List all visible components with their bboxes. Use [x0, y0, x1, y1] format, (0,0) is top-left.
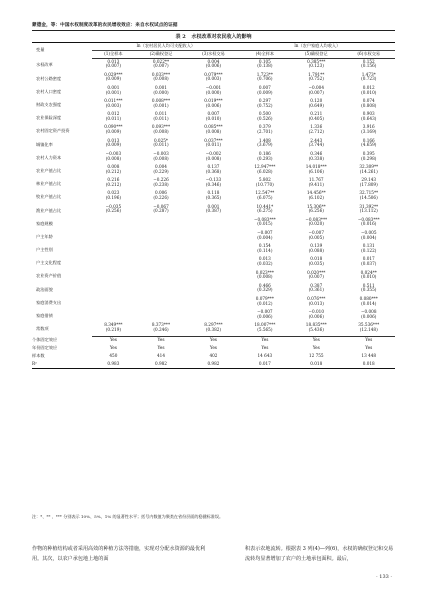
row-variable: 林业产值占比 [36, 181, 62, 187]
coefficient-cell: −0.007 [308, 229, 324, 235]
std-error-cell: (0.007) [308, 89, 324, 95]
std-error-cell: (0.368) [205, 168, 222, 174]
coefficient-cell: 0.131 [362, 243, 375, 249]
std-error-cell: (0.298) [361, 155, 377, 161]
regression-table [32, 42, 395, 369]
std-error-cell: (0.016) [361, 221, 377, 227]
std-error-cell [135, 288, 187, 296]
coefficient-cell: 0.379 [258, 124, 271, 130]
std-error-cell: (0.011) [153, 115, 169, 121]
std-error-cell: (3.744) [308, 142, 324, 148]
std-error-cell [187, 302, 239, 310]
coefficient-cell: 0.466 [258, 282, 271, 288]
row-variable: 农村人力资本 [36, 154, 62, 160]
std-error-cell [135, 249, 187, 257]
row-variable: 政治面貌 [36, 286, 53, 292]
std-error-cell: (0.001) [105, 89, 122, 95]
std-error-cell: (0.011) [105, 115, 122, 121]
std-error-cell: (0.037) [361, 261, 377, 267]
row-variable: 家庭消费支出 [36, 299, 62, 305]
coefficient-cell: 0.001 [154, 84, 167, 90]
std-error-cell: (0.808) [361, 102, 377, 108]
std-error-cell: (0.009) [105, 129, 122, 135]
coefficient-cell: 0.511 [362, 282, 375, 288]
std-error-cell: (0.006) [257, 313, 273, 319]
row-variable: 水权改革 [36, 62, 53, 68]
coefficient-cell: 1.336 [310, 124, 323, 130]
coefficient-cell: 0.023*** [255, 269, 274, 275]
std-error-cell: (0.008) [205, 155, 222, 161]
stat-cell: Yes [312, 337, 320, 343]
std-error-cell: (6.256) [308, 208, 324, 214]
coefficient-cell: 11.767 [308, 177, 324, 183]
std-error-cell: (0.000) [205, 89, 222, 95]
coefficient-cell: 0.346 [310, 150, 323, 156]
coefficient-cell: 0.012 [362, 84, 375, 90]
coefficient-cell: 0.023 [107, 190, 120, 196]
std-error-cell: (0.723) [361, 76, 377, 82]
std-error-cell: (0.329) [257, 287, 273, 293]
row-variable: 农业产值占比 [36, 167, 62, 173]
coefficient-cell: 5.802 [258, 177, 271, 183]
std-error-cell [187, 249, 239, 257]
std-error-cell: (0.219) [92, 328, 135, 336]
running-header: 蒙德金，等：中国水权制度改革的农民增收效应：来自水权试点的证据 [32, 23, 178, 28]
coefficient-cell: −0.005 [360, 229, 377, 235]
stat-cell: Yes [109, 337, 117, 343]
table-row [32, 345, 395, 353]
stat-cell: 450 [109, 352, 118, 358]
std-error-cell: (0.138) [257, 63, 273, 69]
coefficient-cell: −0.226 [153, 177, 169, 183]
coefficient-cell: 15.306** [306, 203, 326, 209]
std-error-cell: (6.102) [308, 195, 324, 201]
coefficient-cell: 1.408 [258, 137, 271, 143]
std-error-cell [92, 222, 135, 230]
row-variable: 户主年龄 [36, 233, 53, 239]
coefficient-cell: −0.035 [105, 203, 122, 209]
std-error-cell: (0.014) [361, 300, 377, 306]
row-variable: 家庭借债 [36, 313, 53, 318]
std-error-cell: (0.088) [308, 247, 324, 253]
stat-cell: 13 448 [361, 352, 377, 358]
std-error-cell: (6.106) [308, 168, 324, 174]
std-error-cell: (0.008) [153, 76, 169, 82]
row-variable: 家庭规模 [36, 220, 53, 226]
std-error-cell: (0.008) [153, 155, 169, 161]
coefficient-cell: 0.385*** [307, 58, 326, 64]
std-error-cell: (3.169) [361, 129, 377, 135]
stat-cell: Yes [157, 345, 165, 351]
table-row [32, 352, 395, 360]
std-error-cell: (0.752) [257, 102, 273, 108]
coefficient-cell: −0.083*** [253, 216, 276, 222]
std-error-cell: (3.679) [257, 142, 273, 148]
coefficient-cell: −0.001 [205, 84, 222, 90]
stat-cell: 0.983 [92, 360, 135, 368]
row-variable: 个体固定效应 [32, 337, 58, 343]
std-error-cell: (0.338) [308, 155, 324, 161]
coefficient-cell: −0.002 [205, 150, 222, 156]
stat-cell: 0.018 [342, 360, 395, 368]
std-error-cell: (5.436) [290, 328, 342, 336]
std-error-cell: (10.770) [255, 181, 274, 187]
coefficient-cell: 0.037*** [204, 137, 223, 143]
coefficient-cell: −0.010 [308, 309, 324, 315]
stat-cell: 14 643 [257, 352, 273, 358]
std-error-cell: (0.196) [105, 195, 122, 201]
coefficient-cell: 0.025* [153, 137, 169, 143]
stat-cell: 0.017 [240, 360, 290, 368]
std-error-cell: (0.405) [308, 115, 324, 121]
std-error-cell [187, 275, 239, 283]
coefficient-cell: 0.120 [310, 98, 323, 104]
std-error-cell: (0.752) [308, 76, 324, 82]
coefficient-cell: 0.166 [362, 137, 375, 143]
std-error-cell: (0.287) [153, 208, 169, 214]
std-error-cell: (0.355) [361, 287, 377, 293]
header-rule [32, 30, 395, 31]
std-error-cell: (6.275) [257, 208, 273, 214]
column-header: (1)全样本 [92, 50, 135, 58]
stat-cell: Yes [261, 345, 269, 351]
var-header: 变量 [32, 43, 92, 59]
coefficient-cell: 32.309** [359, 164, 379, 169]
std-error-cell: (4.659) [361, 142, 377, 148]
std-error-cell: (0.006) [205, 102, 222, 108]
coefficient-cell: −0.003 [105, 150, 122, 156]
std-error-cell: (0.226) [153, 195, 169, 201]
coefficient-cell: −0.007 [257, 229, 273, 235]
coefficient-cell: −0.003 [153, 150, 169, 156]
coefficient-cell: 0.017 [362, 256, 375, 262]
std-error-cell: (0.005) [308, 234, 324, 240]
std-error-cell: (0.004) [361, 234, 377, 240]
body-text-left: 作物的种植结构或者采用高效的种植方法等措施，实现对分配水资源的最优利用。其次，以农户承包地上地的面 [32, 546, 206, 562]
coefficient-cell: −0.007 [257, 309, 273, 315]
std-error-cell: (0.114) [257, 247, 273, 253]
coefficient-cell: 3.916 [362, 124, 375, 130]
row-variable: 常数项 [36, 326, 49, 332]
coefficient-cell: 0.004 [207, 58, 220, 64]
coefficient-cell: 0.008 [107, 164, 120, 169]
coefficient-cell: 0.013 [107, 58, 120, 64]
std-error-cell: (0.000) [153, 89, 169, 95]
std-error-cell [187, 222, 239, 230]
coefficient-cell: 0.152 [362, 58, 375, 64]
coefficient-cell: 12.547** [255, 190, 275, 196]
coefficient-cell: 0.105 [258, 58, 271, 64]
stat-cell: 402 [209, 352, 218, 358]
table-row [32, 360, 395, 368]
column-header: (6)水权交易 [342, 50, 395, 58]
std-error-cell: (0.011) [205, 142, 222, 148]
coefficient-cell: 1.473* [361, 71, 376, 77]
std-error-cell [92, 262, 135, 270]
std-error-cell: (0.010) [361, 89, 377, 95]
std-error-cell: (0.032) [257, 261, 273, 267]
row-variable: 农村固定资产投资 [36, 128, 70, 134]
std-error-cell: (0.009) [257, 89, 273, 95]
stat-cell: 0.982 [135, 360, 187, 368]
coefficient-cell: 0.011 [154, 111, 167, 117]
std-error-cell: (0.365) [205, 195, 222, 201]
std-error-cell: (0.001) [153, 102, 169, 108]
std-error-cell: (0.382) [187, 328, 239, 336]
coefficient-cell: 1.791** [308, 71, 325, 77]
coefficient-cell: 0.007 [207, 111, 220, 117]
table-caption: 水权改革对农民收入的影响 [191, 34, 252, 40]
coefficient-cell: 0.186 [258, 150, 271, 156]
std-error-cell: (0.007) [308, 274, 324, 280]
std-error-cell: (0.004) [257, 234, 273, 240]
column-header: (2)确权登记 [135, 50, 187, 58]
coefficient-cell: 0.029*** [104, 71, 123, 77]
coefficient-cell: 0.019*** [204, 98, 223, 104]
coefficient-cell: −0.133 [205, 177, 222, 183]
row-variable: 农业保险深度 [36, 115, 62, 121]
row-variable: 城镇化率 [36, 141, 53, 147]
std-error-cell [187, 288, 239, 296]
stat-cell: Yes [261, 337, 269, 343]
coefficient-cell: 0.903 [362, 111, 375, 117]
std-error-cell: (0.035) [308, 261, 324, 267]
coefficient-cell: −0.083*** [305, 216, 328, 222]
coefficient-cell: 0.022** [152, 58, 170, 64]
row-variable: 农村公路密度 [36, 75, 62, 81]
std-error-cell: (0.006) [308, 313, 324, 319]
stat-cell: Yes [209, 345, 217, 351]
std-error-cell [135, 302, 187, 310]
coefficient-cell: 0.211 [310, 111, 323, 117]
group-header-b: ln（农户家庭人均收入） [240, 43, 395, 51]
table-label: 表 2 [175, 34, 186, 40]
coefficient-cell: 0.076*** [307, 295, 326, 301]
std-error-cell [92, 302, 135, 310]
std-error-cell: (0.643) [361, 115, 377, 121]
row-variable: 样本数 [32, 352, 45, 358]
std-error-cell: (0.006) [205, 63, 222, 69]
coefficient-cell: 0.080*** [359, 295, 378, 301]
coefficient-cell: 0.387 [310, 282, 323, 288]
std-error-cell: (9.411) [308, 181, 324, 187]
coefficient-cell: 0.008*** [151, 98, 171, 104]
std-error-cell: (17.809) [359, 181, 378, 187]
row-variable: 农业资产价值 [36, 273, 62, 279]
coefficient-cell: 32.715** [359, 190, 379, 196]
std-error-cell: (0.229) [153, 168, 169, 174]
coefficient-cell: 14.018*** [305, 164, 327, 169]
std-error-cell: (0.010) [361, 274, 377, 280]
std-error-cell: (2.712) [308, 129, 324, 135]
std-error-cell [187, 236, 239, 244]
std-error-cell: (13.112) [359, 208, 378, 214]
std-error-cell [92, 275, 135, 283]
std-error-cell: (0.526) [257, 115, 273, 121]
std-error-cell: (2.701) [257, 129, 273, 135]
row-variable: 户主文化程度 [36, 260, 62, 266]
std-error-cell: (6.075) [257, 195, 273, 201]
coefficient-cell: 0.500 [258, 111, 271, 117]
coefficient-cell: 0.216 [107, 177, 120, 183]
std-error-cell: (0.006) [361, 313, 377, 319]
stat-cell: 12 755 [308, 352, 324, 358]
stat-cell: 0.982 [187, 360, 239, 368]
coefficient-cell: 0.011*** [104, 98, 123, 104]
std-error-cell [187, 262, 239, 270]
stat-cell: Yes [365, 337, 373, 343]
std-error-cell: (0.015) [257, 221, 273, 227]
std-error-cell: (0.020) [308, 221, 324, 227]
stat-cell: Yes [109, 345, 117, 351]
std-error-cell: (0.009) [105, 142, 122, 148]
std-error-cell: (0.387) [205, 208, 222, 214]
coefficient-cell: 0.074 [362, 98, 375, 104]
coefficient-cell: 0.297 [258, 98, 271, 104]
coefficient-cell: 31.392** [359, 203, 379, 209]
column-header: (4)全样本 [240, 50, 290, 58]
std-error-cell: (0.212) [105, 181, 122, 187]
coefficient-cell: 0.007 [258, 84, 271, 90]
stat-cell: Yes [365, 345, 373, 351]
coefficient-cell: 8.373*** [151, 322, 171, 328]
std-error-cell: (0.706) [257, 76, 273, 82]
coefficient-cell: 0.079*** [204, 71, 223, 77]
coefficient-cell: 0.395 [362, 150, 375, 156]
coefficient-cell: 1.723** [256, 71, 273, 77]
std-error-cell: (0.361) [308, 287, 324, 293]
coefficient-cell: 0.006 [154, 190, 167, 196]
coefficient-cell: 0.018 [310, 256, 323, 262]
coefficient-cell: 0.013 [258, 256, 271, 262]
coefficient-cell: 35.536*** [358, 322, 380, 328]
coefficient-cell: 0.090*** [104, 124, 123, 130]
std-error-cell: (0.256) [105, 208, 122, 214]
std-error-cell: (0.003) [205, 76, 222, 82]
coefficient-cell: 0.033*** [151, 71, 171, 77]
std-error-cell: (0.011) [153, 142, 169, 148]
coefficient-cell: 0.013 [107, 137, 120, 143]
std-error-cell: (0.246) [135, 328, 187, 336]
coefficient-cell: 0.093*** [151, 124, 171, 130]
group-header-a: ln（农村居民人均可支配收入） [92, 43, 240, 51]
std-error-cell: (0.122) [361, 247, 377, 253]
coefficient-cell: −0.008 [360, 309, 377, 315]
std-error-cell: (0.007) [105, 63, 122, 69]
std-error-cell: (0.010) [205, 115, 222, 121]
std-error-cell: (0.212) [105, 168, 122, 174]
page-number: · 133 · [376, 574, 392, 580]
std-error-cell: (0.293) [257, 155, 273, 161]
coefficient-cell: 18.835*** [305, 322, 327, 328]
std-error-cell: (0.649) [308, 102, 324, 108]
table-note: 注：*、** 、*** 分别表示 10%、5%、1% 的显著性水平；括号内数值为聚类在省份层面的稳健标准误。 [32, 514, 224, 519]
row-variable: 财政支农强度 [36, 102, 62, 107]
coefficient-cell: 0.012 [107, 111, 120, 117]
coefficient-cell: 8.297*** [204, 322, 223, 328]
coefficient-cell: 0.154 [258, 243, 271, 249]
coefficient-cell: −0.067 [153, 203, 169, 209]
coefficient-cell: −0.083*** [357, 216, 380, 222]
coefficient-cell: 0.001 [107, 84, 120, 90]
coefficient-cell: 8.349*** [104, 322, 123, 328]
coefficient-cell: 0.139 [310, 243, 323, 249]
table-row [32, 336, 395, 344]
std-error-cell: (0.008) [153, 129, 169, 135]
coefficient-cell: 18.007*** [254, 322, 276, 328]
coefficient-cell: 14.456** [306, 190, 326, 196]
std-error-cell: (0.013) [308, 300, 324, 306]
std-error-cell [135, 236, 187, 244]
stat-cell: Yes [157, 337, 165, 343]
coefficient-cell: 0.004 [154, 164, 167, 169]
coefficient-cell: 0.137 [207, 164, 220, 169]
std-error-cell: (0.123) [308, 63, 324, 69]
column-header: (5)确权登记 [290, 50, 342, 58]
std-error-cell: (0.007) [153, 63, 169, 69]
stat-cell: Yes [209, 337, 217, 343]
row-variable: R² [32, 360, 92, 368]
std-error-cell: (14.261) [359, 168, 378, 174]
std-error-cell: (0.238) [153, 181, 169, 187]
row-variable: 渔业产值占比 [36, 207, 62, 213]
std-error-cell [135, 275, 187, 283]
row-variable: 牧业产值占比 [36, 194, 62, 200]
std-error-cell: (0.003) [105, 102, 122, 108]
stat-cell: 414 [156, 352, 165, 358]
column-header: (3)水权交易 [187, 50, 239, 58]
coefficient-cell: −0.004 [308, 84, 324, 90]
std-error-cell: (0.008) [105, 155, 122, 161]
coefficient-cell: 0.085*** [204, 124, 223, 130]
coefficient-cell: 0.024** [360, 269, 377, 275]
std-error-cell: (0.156) [361, 63, 377, 69]
std-error-cell: (0.012) [257, 300, 273, 306]
std-error-cell: (0.008) [205, 129, 222, 135]
coefficient-cell: 29.143 [361, 177, 377, 183]
std-error-cell [92, 236, 135, 244]
std-error-cell: (0.008) [257, 274, 273, 280]
coefficient-cell: 12.947*** [254, 164, 276, 169]
row-variable: 农村人口密度 [36, 88, 62, 94]
table-title [0, 33, 427, 40]
coefficient-cell: 0.079*** [255, 295, 274, 301]
stat-cell: Yes [312, 345, 320, 351]
coefficient-cell: 10.441* [256, 203, 274, 209]
std-error-cell [92, 288, 135, 296]
std-error-cell: (0.009) [105, 76, 122, 82]
row-variable: 年份固定效应 [32, 345, 58, 351]
std-error-cell [135, 222, 187, 230]
std-error-cell: (5.565) [240, 328, 290, 336]
coefficient-cell: 2.443 [310, 137, 323, 143]
std-error-cell: (12.148) [342, 328, 395, 336]
std-error-cell [135, 262, 187, 270]
coefficient-cell: 0.001 [207, 203, 220, 209]
coefficient-cell: 0.020*** [307, 269, 326, 275]
stat-cell: 0.018 [290, 360, 342, 368]
coefficient-cell: 0.118 [207, 190, 220, 196]
row-variable: 户主性别 [36, 247, 53, 253]
std-error-cell [92, 249, 135, 257]
std-error-cell: (0.346) [205, 181, 222, 187]
std-error-cell: (14.506) [359, 195, 378, 201]
body-text-right: 积表示农地流转。根据表 3 列(4)—列(6)，水权的确权登记和交易流转均显著增加了农户的土地承包面积。最后， [245, 546, 394, 562]
std-error-cell: (6.028) [257, 168, 273, 174]
